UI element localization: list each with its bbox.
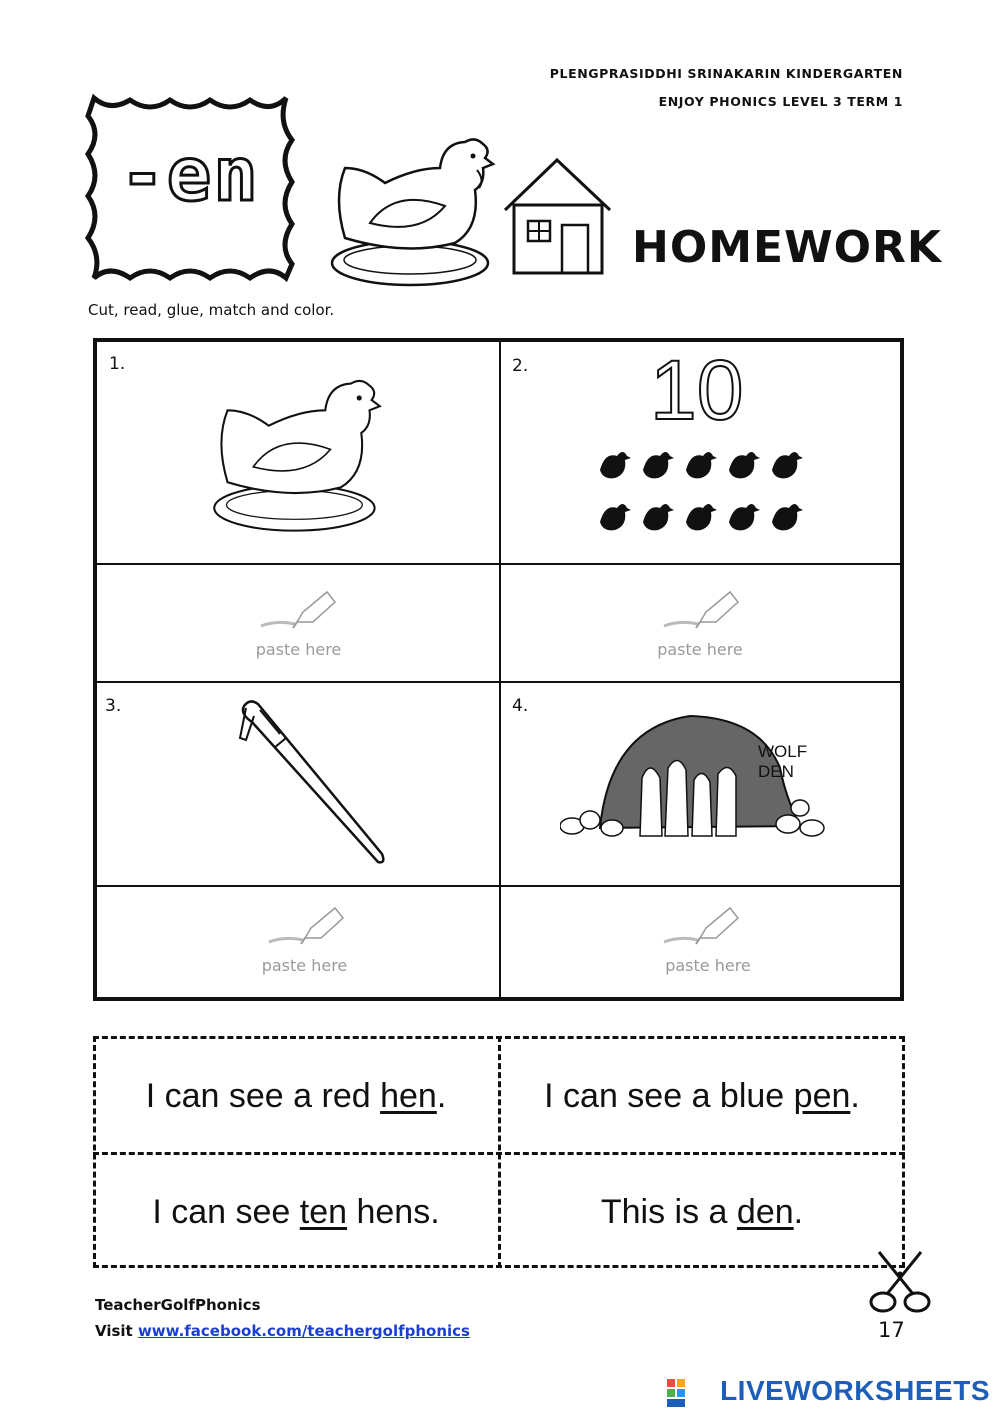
paste-here-label-4: paste here [665,956,751,975]
glue-bottle-icon [265,898,345,950]
target-word: den [736,1192,794,1231]
school-header [550,60,903,116]
paste-here-label-3: paste here [261,956,348,975]
homework-title: HOMEWORK [632,222,942,273]
cell-number-2: 2. [512,356,529,376]
picture-cell-1 [96,341,501,565]
wolf-den-sign: WOLF DEN [758,742,808,781]
cell-number-1: 1. [109,354,126,374]
sentence-text: . [436,1076,447,1115]
liveworksheets-watermark[interactable]: LIVEWORKSHEETS [720,1375,990,1406]
ten-number-art: 10 [650,343,744,437]
word-family-title: -en [120,132,260,218]
sentence-strip-4[interactable] [499,1154,905,1270]
house-icon [500,155,615,280]
target-word: pen [793,1076,851,1115]
hen-icon [207,364,387,544]
course-name: ENJOY PHONICS LEVEL 3 TERM 1 [658,94,903,109]
paste-cell-2[interactable] [499,563,901,683]
sentence-strip-3[interactable] [93,1154,499,1270]
picture-cell-3 [96,681,501,887]
sentence-strip-1[interactable] [93,1038,499,1154]
picture-cell-2 [499,341,901,565]
sentence-text: This is a [600,1192,737,1231]
sentence-text: I can see a blue [544,1076,794,1115]
school-name: PLENGPRASIDDHI SRINAKARIN KINDERGARTEN [549,66,903,81]
glue-bottle-icon [660,898,740,950]
sentence-text: I can see a red [145,1076,381,1115]
glue-bottle-icon [660,582,740,634]
paste-here-label-1: paste here [255,640,342,659]
target-word: hen [380,1076,437,1115]
facebook-link[interactable]: www.facebook.com/teachergolfphonics [137,1322,470,1340]
liveworksheets-logo-icon [666,1378,696,1408]
paste-cell-3[interactable] [96,885,501,998]
picture-grid [93,338,904,1001]
visit-line [95,1322,470,1340]
paste-cell-4[interactable] [499,885,901,998]
sentence-text: . [793,1192,804,1231]
target-word: ten [299,1192,348,1231]
glue-bottle-icon [257,582,337,634]
sentence-text: hens. [347,1192,440,1231]
sentence-strip-2[interactable] [499,1038,905,1154]
cell-number-3: 3. [105,696,122,716]
cell-number-4: 4. [512,696,529,716]
ten-hens-icon [595,442,805,552]
pen-icon [232,694,392,869]
brand-name: TeacherGolfPhonics [95,1296,261,1314]
page-number: 17 [878,1318,905,1342]
visit-label: Visit [95,1322,138,1340]
sentence-text: I can see [152,1192,300,1231]
instructions: Cut, read, glue, match and color. [88,301,335,319]
sentence-text: . [850,1076,860,1115]
scissors-icon [865,1248,935,1316]
paste-here-label-2: paste here [657,640,743,659]
hen-icon [325,128,500,293]
paste-cell-1[interactable] [96,563,501,683]
picture-cell-4 [499,681,901,887]
